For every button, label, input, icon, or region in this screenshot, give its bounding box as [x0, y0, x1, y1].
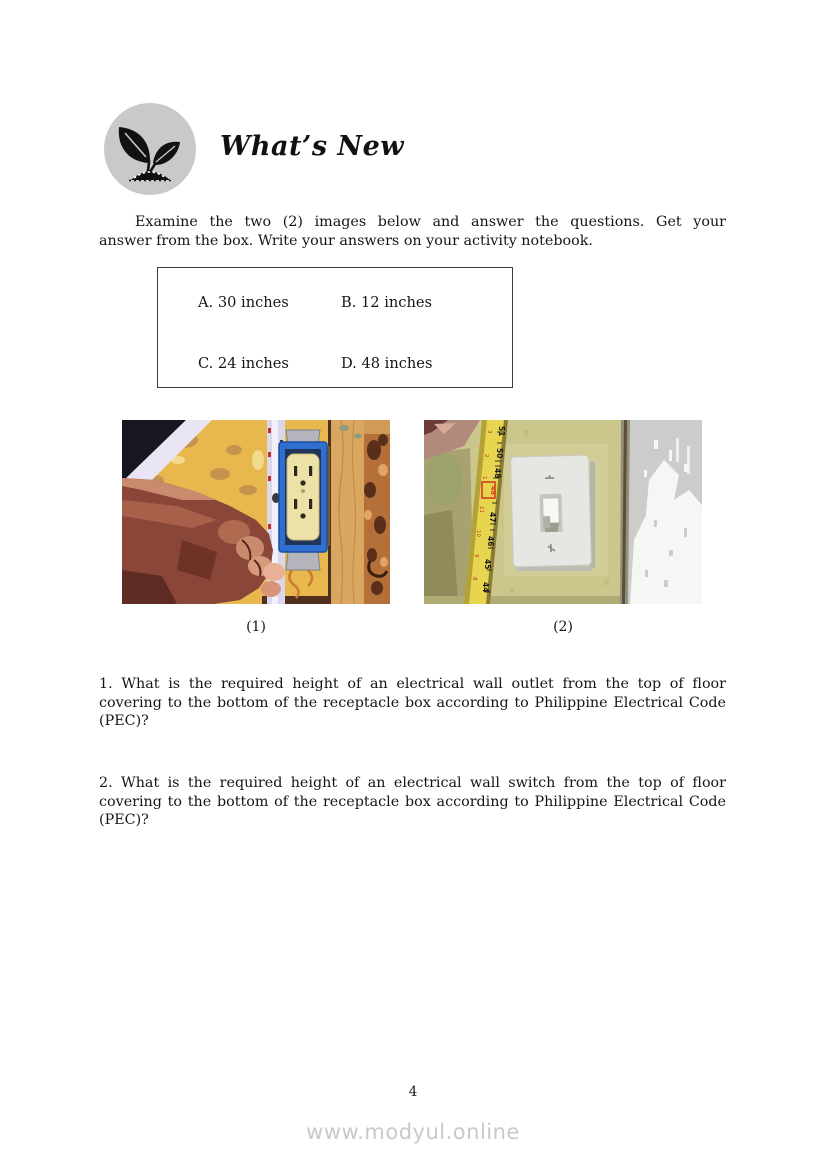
seedling-icon [104, 103, 196, 195]
question-1-line-1: 1. What is the required height of an electrical wall outlet from the top of floor [99, 676, 726, 692]
choice-b: B. 12 inches [341, 294, 432, 311]
tape-number: 47 [488, 512, 497, 523]
question-2-line-2: covering to the bottom of the receptacle box according to Philippine Electrical Code [99, 793, 726, 810]
tape-number: 44 [481, 582, 490, 593]
figure-2-caption: (2) [553, 619, 573, 635]
page-number: 4 [408, 1084, 418, 1100]
switch-measurement-image [424, 420, 702, 604]
tape-red-mark: 10 [475, 530, 481, 537]
figure-1-outlet-photo [122, 420, 390, 604]
tape-red-mark: 3 [486, 430, 492, 434]
intro-paragraph [99, 213, 726, 250]
tape-red-mark: 8 [471, 577, 477, 581]
question-1 [99, 675, 726, 731]
choice-a: A. 30 inches [198, 294, 289, 311]
whats-new-section-icon [104, 103, 196, 195]
tape-number: 48 [493, 468, 502, 479]
page-title: What’s New [220, 131, 405, 162]
watermark: www.modyul.online [306, 1120, 520, 1144]
question-2-line-1: 2. What is the required height of an electrical wall switch from the top of floor [99, 775, 726, 791]
outlet-measurement-image [122, 420, 390, 604]
tape-red-mark: 11 [478, 506, 484, 513]
tape-number: 50 [495, 448, 504, 459]
tape-number: 45 [483, 559, 492, 570]
figure-1-caption: (1) [246, 619, 266, 635]
choice-d: D. 48 inches [341, 355, 433, 372]
intro-line-2: answer from the box. Write your answers on your activity notebook. [99, 232, 593, 249]
question-2 [99, 774, 726, 830]
tape-red-mark: 1 [481, 476, 487, 480]
question-1-line-3: (PEC)? [99, 713, 149, 730]
question-2-line-3: (PEC)? [99, 812, 149, 829]
question-1-line-2: covering to the bottom of the receptacle box according to Philippine Electrical Code [99, 694, 726, 711]
answer-choices-box [157, 267, 513, 388]
tape-number: 51 [497, 426, 506, 437]
tape-foot-marker: 48 [489, 486, 497, 496]
tape-number: 46 [486, 536, 495, 547]
intro-line-1: Examine the two (2) images below and answer the questions. Get your [135, 214, 726, 230]
tape-red-mark: 9 [473, 554, 479, 558]
tape-red-mark: 2 [483, 454, 489, 458]
choice-c: C. 24 inches [198, 355, 289, 372]
figure-2-switch-photo [424, 420, 702, 604]
